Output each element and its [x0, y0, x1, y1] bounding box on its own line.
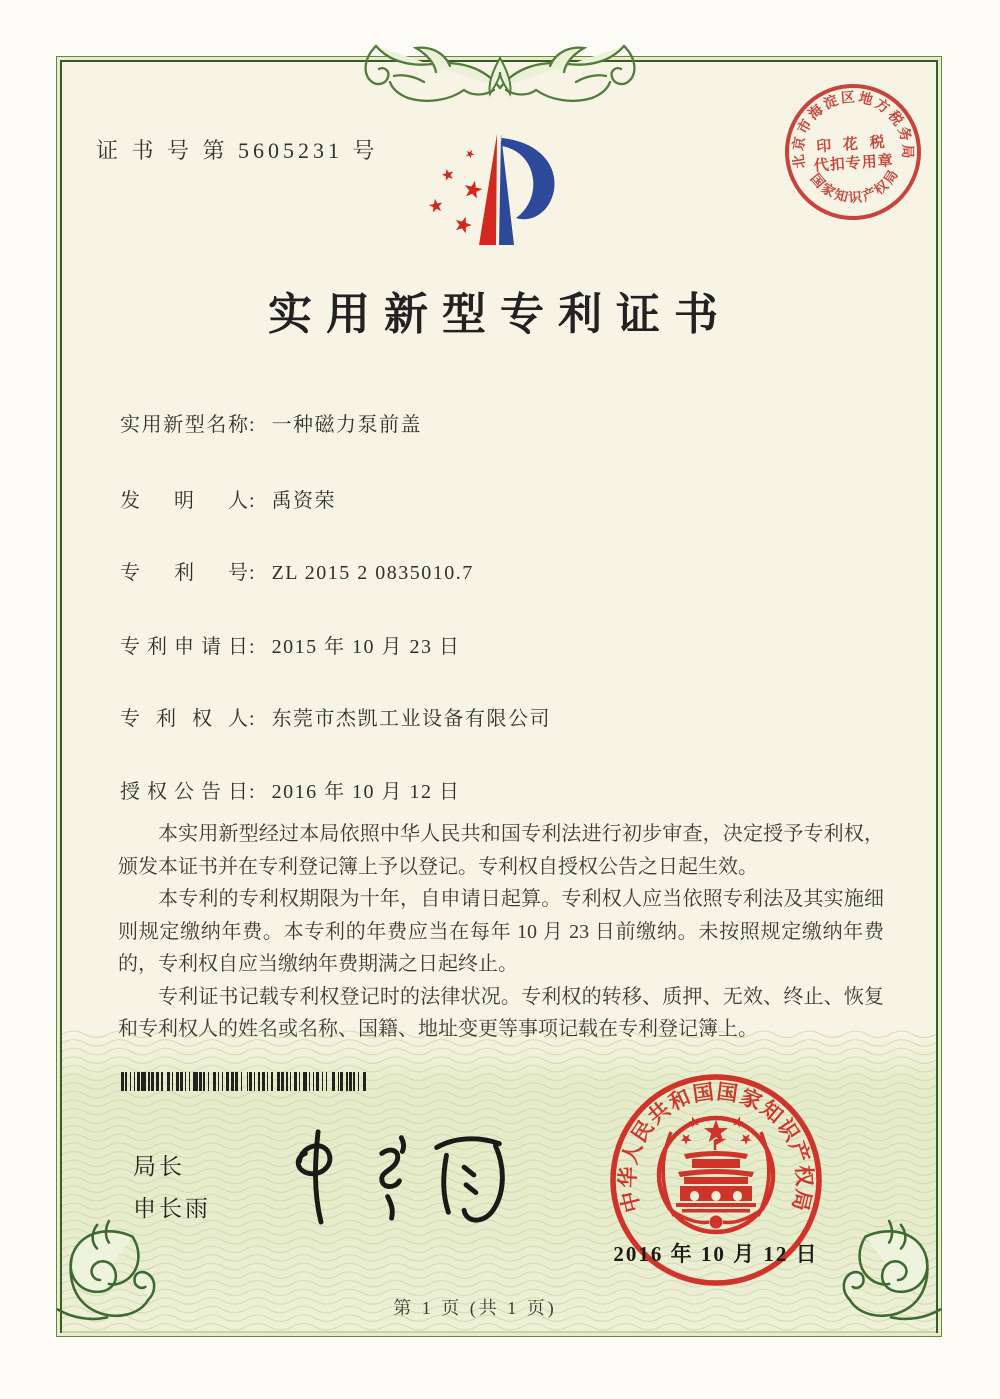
field-row-patentee	[120, 702, 551, 731]
paragraph-term: 本专利的专利权期限为十年，自申请日起算。专利权人应当依照专利法及其实施细则规定缴纳年费。本专利的年费应当在每年 10 月 23 日前缴纳。未按照规定缴纳年费的，专利权自应当缴纳年费期满之日起终止。	[118, 888, 884, 975]
field-value: ZL 2015 2 0835010.7	[271, 562, 474, 584]
legal-text-block	[118, 818, 884, 1046]
cnipa-logo	[428, 130, 573, 252]
page-footer: 第 1 页 (共 1 页)	[393, 1298, 557, 1318]
field-row-filing-date	[120, 630, 461, 659]
barcode-bars	[121, 1072, 368, 1091]
field-value: 2016 年 10 月 12 日	[271, 781, 461, 803]
field-value: 禹资荣	[271, 490, 337, 512]
seal-date: 2016 年 10 月 12 日	[613, 1242, 819, 1266]
tax-stamp-center-line2: 代扣专用章	[813, 153, 895, 175]
tax-stamp-center-line1: 印 花 税	[815, 134, 890, 156]
paragraph-grant: 本实用新型经过本局依照中华人民共和国专利法进行初步审查，决定授予专利权，颁发本证书并在专利登记簿上予以登记。专利权自授权公告之日起生效。	[118, 823, 884, 878]
field-label: 专 利 权 人	[120, 708, 248, 730]
field-colon: :	[249, 562, 255, 584]
tax-stamp	[753, 52, 953, 252]
field-value: 东莞市杰凯工业设备有限公司	[271, 708, 552, 730]
field-colon: :	[249, 708, 255, 730]
certificate-number: 证 书 号 第 5605231 号	[96, 138, 379, 163]
field-label: 专 利 号	[120, 562, 248, 584]
official-title: 局长	[133, 1153, 185, 1179]
official-name: 申长雨	[133, 1195, 211, 1221]
field-label: 专利申请日	[120, 636, 248, 658]
field-label: 实用新型名称	[120, 414, 248, 436]
field-row-name	[120, 408, 422, 437]
field-label: 授权公告日	[120, 781, 248, 803]
field-row-grant-date	[120, 775, 461, 804]
seal-arc-text: 中华人民共和国国家知识产权局	[615, 1079, 817, 1215]
director-signature	[272, 1120, 517, 1228]
field-colon: :	[249, 781, 255, 803]
national-emblem-icon	[659, 1114, 773, 1232]
top-flourish-ornament	[340, 30, 660, 122]
certificate-title: 实用新型专利证书	[268, 290, 732, 339]
field-colon: :	[249, 490, 255, 512]
field-colon: :	[249, 636, 255, 658]
field-value: 一种磁力泵前盖	[271, 414, 423, 436]
field-value: 2015 年 10 月 23 日	[271, 636, 461, 658]
field-row-inventor	[120, 484, 336, 513]
field-colon: :	[249, 414, 255, 436]
corner-ornament-left	[38, 1215, 166, 1343]
field-row-patent-no	[120, 556, 474, 585]
tax-stamp-bottom-text: 国家知识产权局	[807, 165, 902, 206]
field-label: 发 明 人	[120, 490, 248, 512]
corner-ornament-right	[832, 1215, 960, 1343]
paragraph-register: 专利证书记载专利权登记时的法律状况。专利权的转移、质押、无效、终止、恢复和专利权人的姓名或名称、国籍、地址变更等事项记载在专利登记簿上。	[118, 985, 884, 1040]
tax-stamp-top-text: 北京市海淀区地方税务局	[791, 90, 915, 170]
